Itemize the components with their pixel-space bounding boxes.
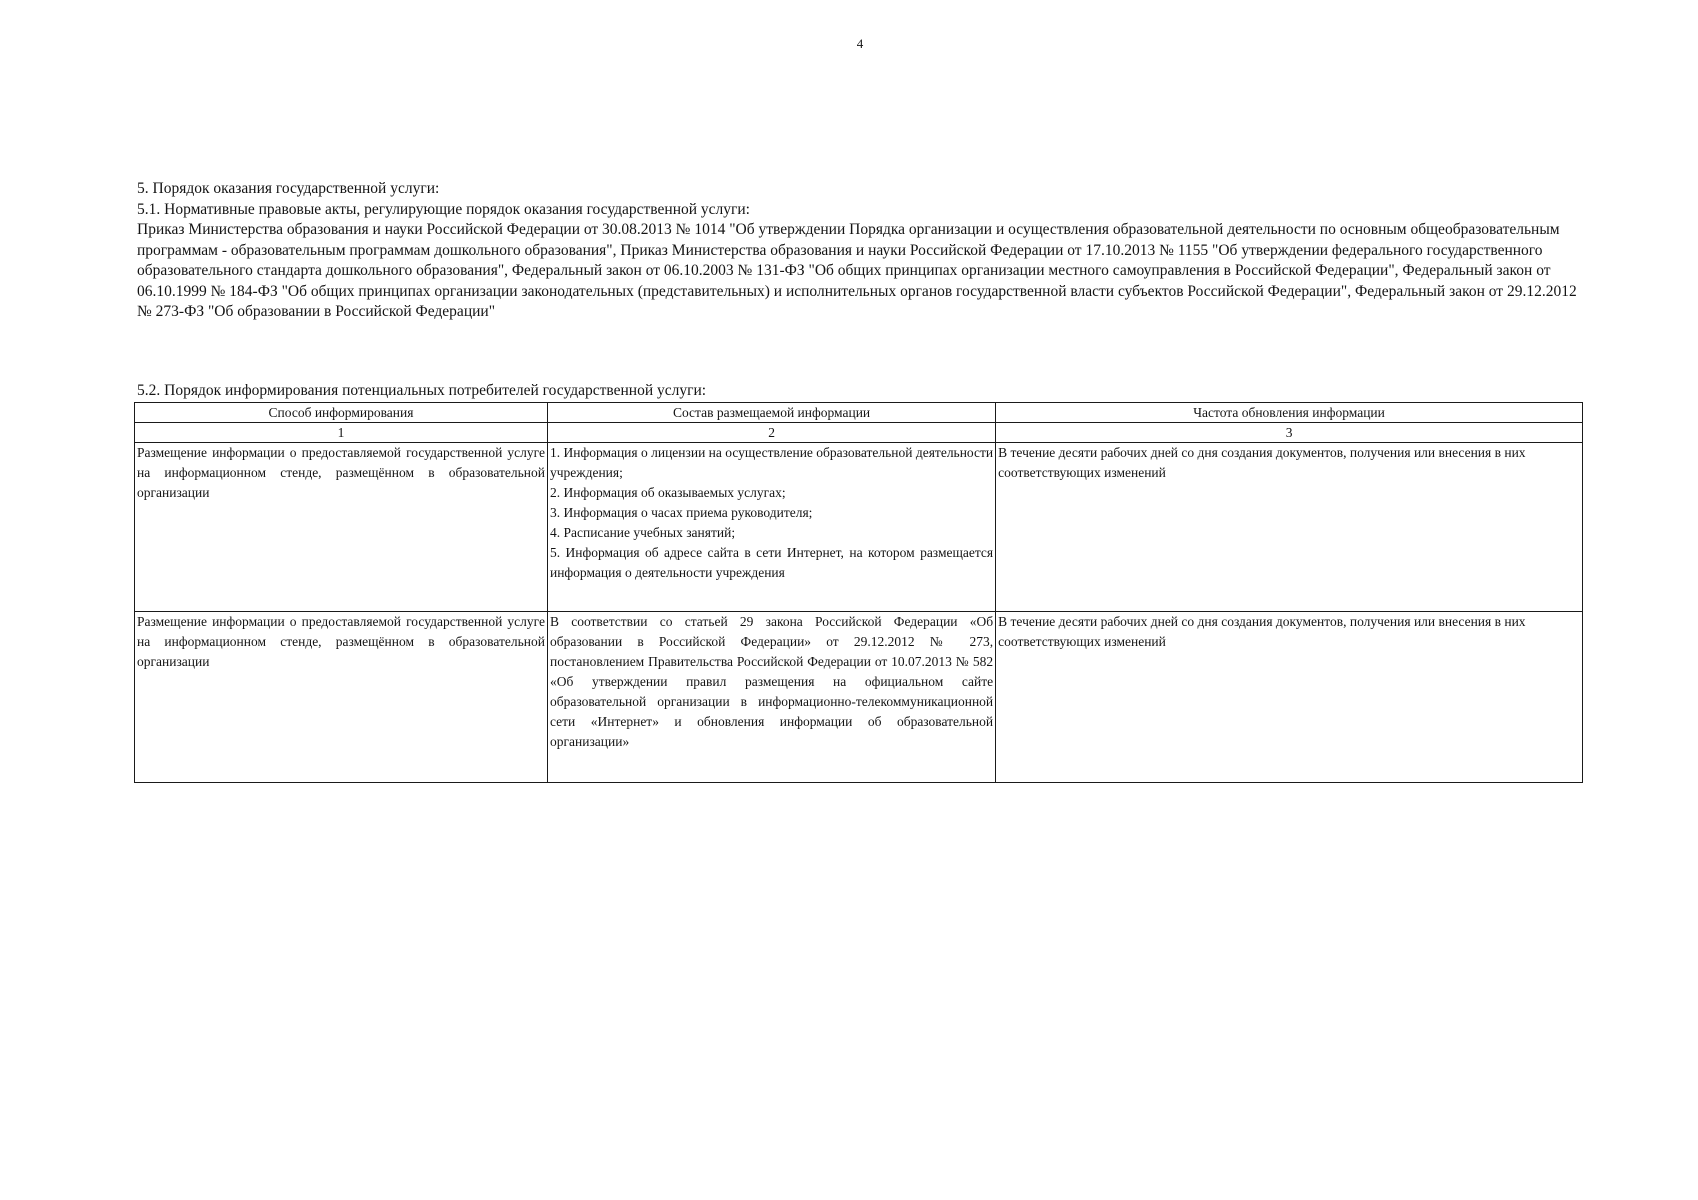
content-list-item: 1. Информация о лицензии на осуществление образовательной деятельности учреждения; (549, 445, 994, 480)
column-number: 3 (996, 423, 1583, 443)
table-row (135, 443, 1583, 612)
column-number-row (135, 423, 1583, 443)
content-list-item: 4. Расписание учебных занятий; (549, 525, 736, 540)
section-5-2-heading: 5.2. Порядок информирования потенциальных потребителей государственной услуги: (137, 382, 707, 399)
content-list-item: 5. Информация об адресе сайта в сети Интернет, на котором размещается информация о деятельности учреждения (549, 545, 994, 580)
column-number: 1 (135, 423, 548, 443)
content-cell: В соответствии со статьей 29 закона Российской Федерации «Об образовании в Российской Федерации» от 29.12.2012 № 273, постановлением Правительства Российской Федерации от 10.07.2013 № 582 «Об утверждении правил размещения на официальном сайте образовательной организации в информационно-телекоммуникационной сети «Интернет» и обновления информации об образовательной организации» (547, 612, 995, 783)
column-header-content: Состав размещаемой информации (547, 403, 995, 423)
content-list-item: 2. Информация об оказываемых услугах; (549, 485, 786, 500)
content-cell (547, 443, 995, 612)
page-number: 4 (856, 36, 864, 51)
section-subheading: 5.1. Нормативные правовые акты, регулирующие порядок оказания государственной услуги: (137, 200, 750, 218)
content-list-item: 3. Информация о часах приема руководителя; (549, 505, 813, 520)
legal-acts-text: Приказ Министерства образования и науки Российской Федерации от 30.08.2013 № 1014 "Об утверждении Порядка организации и осуществления образовательной деятельности по основным общеобразовательным программам - образовательным программам дошкольного образования", Приказ Министерства образования и науки Российской Федерации от 17.10.2013 № 1155 "Об утверждении федерального государственного образовательного стандарта дошкольного образования", Федеральный закон от 06.10.2003 № 131-ФЗ "Об общих принципах организации местного самоуправления в Российской Федерации", Федеральный закон от 06.10.1999 № 184-ФЗ "Об общих принципах организации законодательных (представительных) и исполнительных органов государственной власти субъектов Российской Федерации", Федеральный закон от 29.12.2012 № 273-ФЗ "Об образовании в Российской Федерации" (137, 221, 1577, 320)
column-number: 2 (547, 423, 995, 443)
section-5 (137, 179, 1577, 323)
section-heading: 5. Порядок оказания государственной услуги: (137, 180, 440, 197)
method-cell: Размещение информации о предоставляемой государственной услуге на информационном стенде, размещённом в образовательной организации (135, 443, 548, 612)
method-cell: Размещение информации о предоставляемой государственной услуге на информационном стенде, размещённом в образовательной организации (135, 612, 548, 783)
column-header-frequency: Частота обновления информации (996, 403, 1583, 423)
frequency-cell: В течение десяти рабочих дней со дня создания документов, получения или внесения в них соответствующих изменений (996, 443, 1583, 612)
column-header-method: Способ информирования (135, 403, 548, 423)
table-header-row (135, 403, 1583, 423)
frequency-cell: В течение десяти рабочих дней со дня создания документов, получения или внесения в них соответствующих изменений (996, 612, 1583, 783)
table-row (135, 612, 1583, 783)
information-table (134, 402, 1583, 783)
